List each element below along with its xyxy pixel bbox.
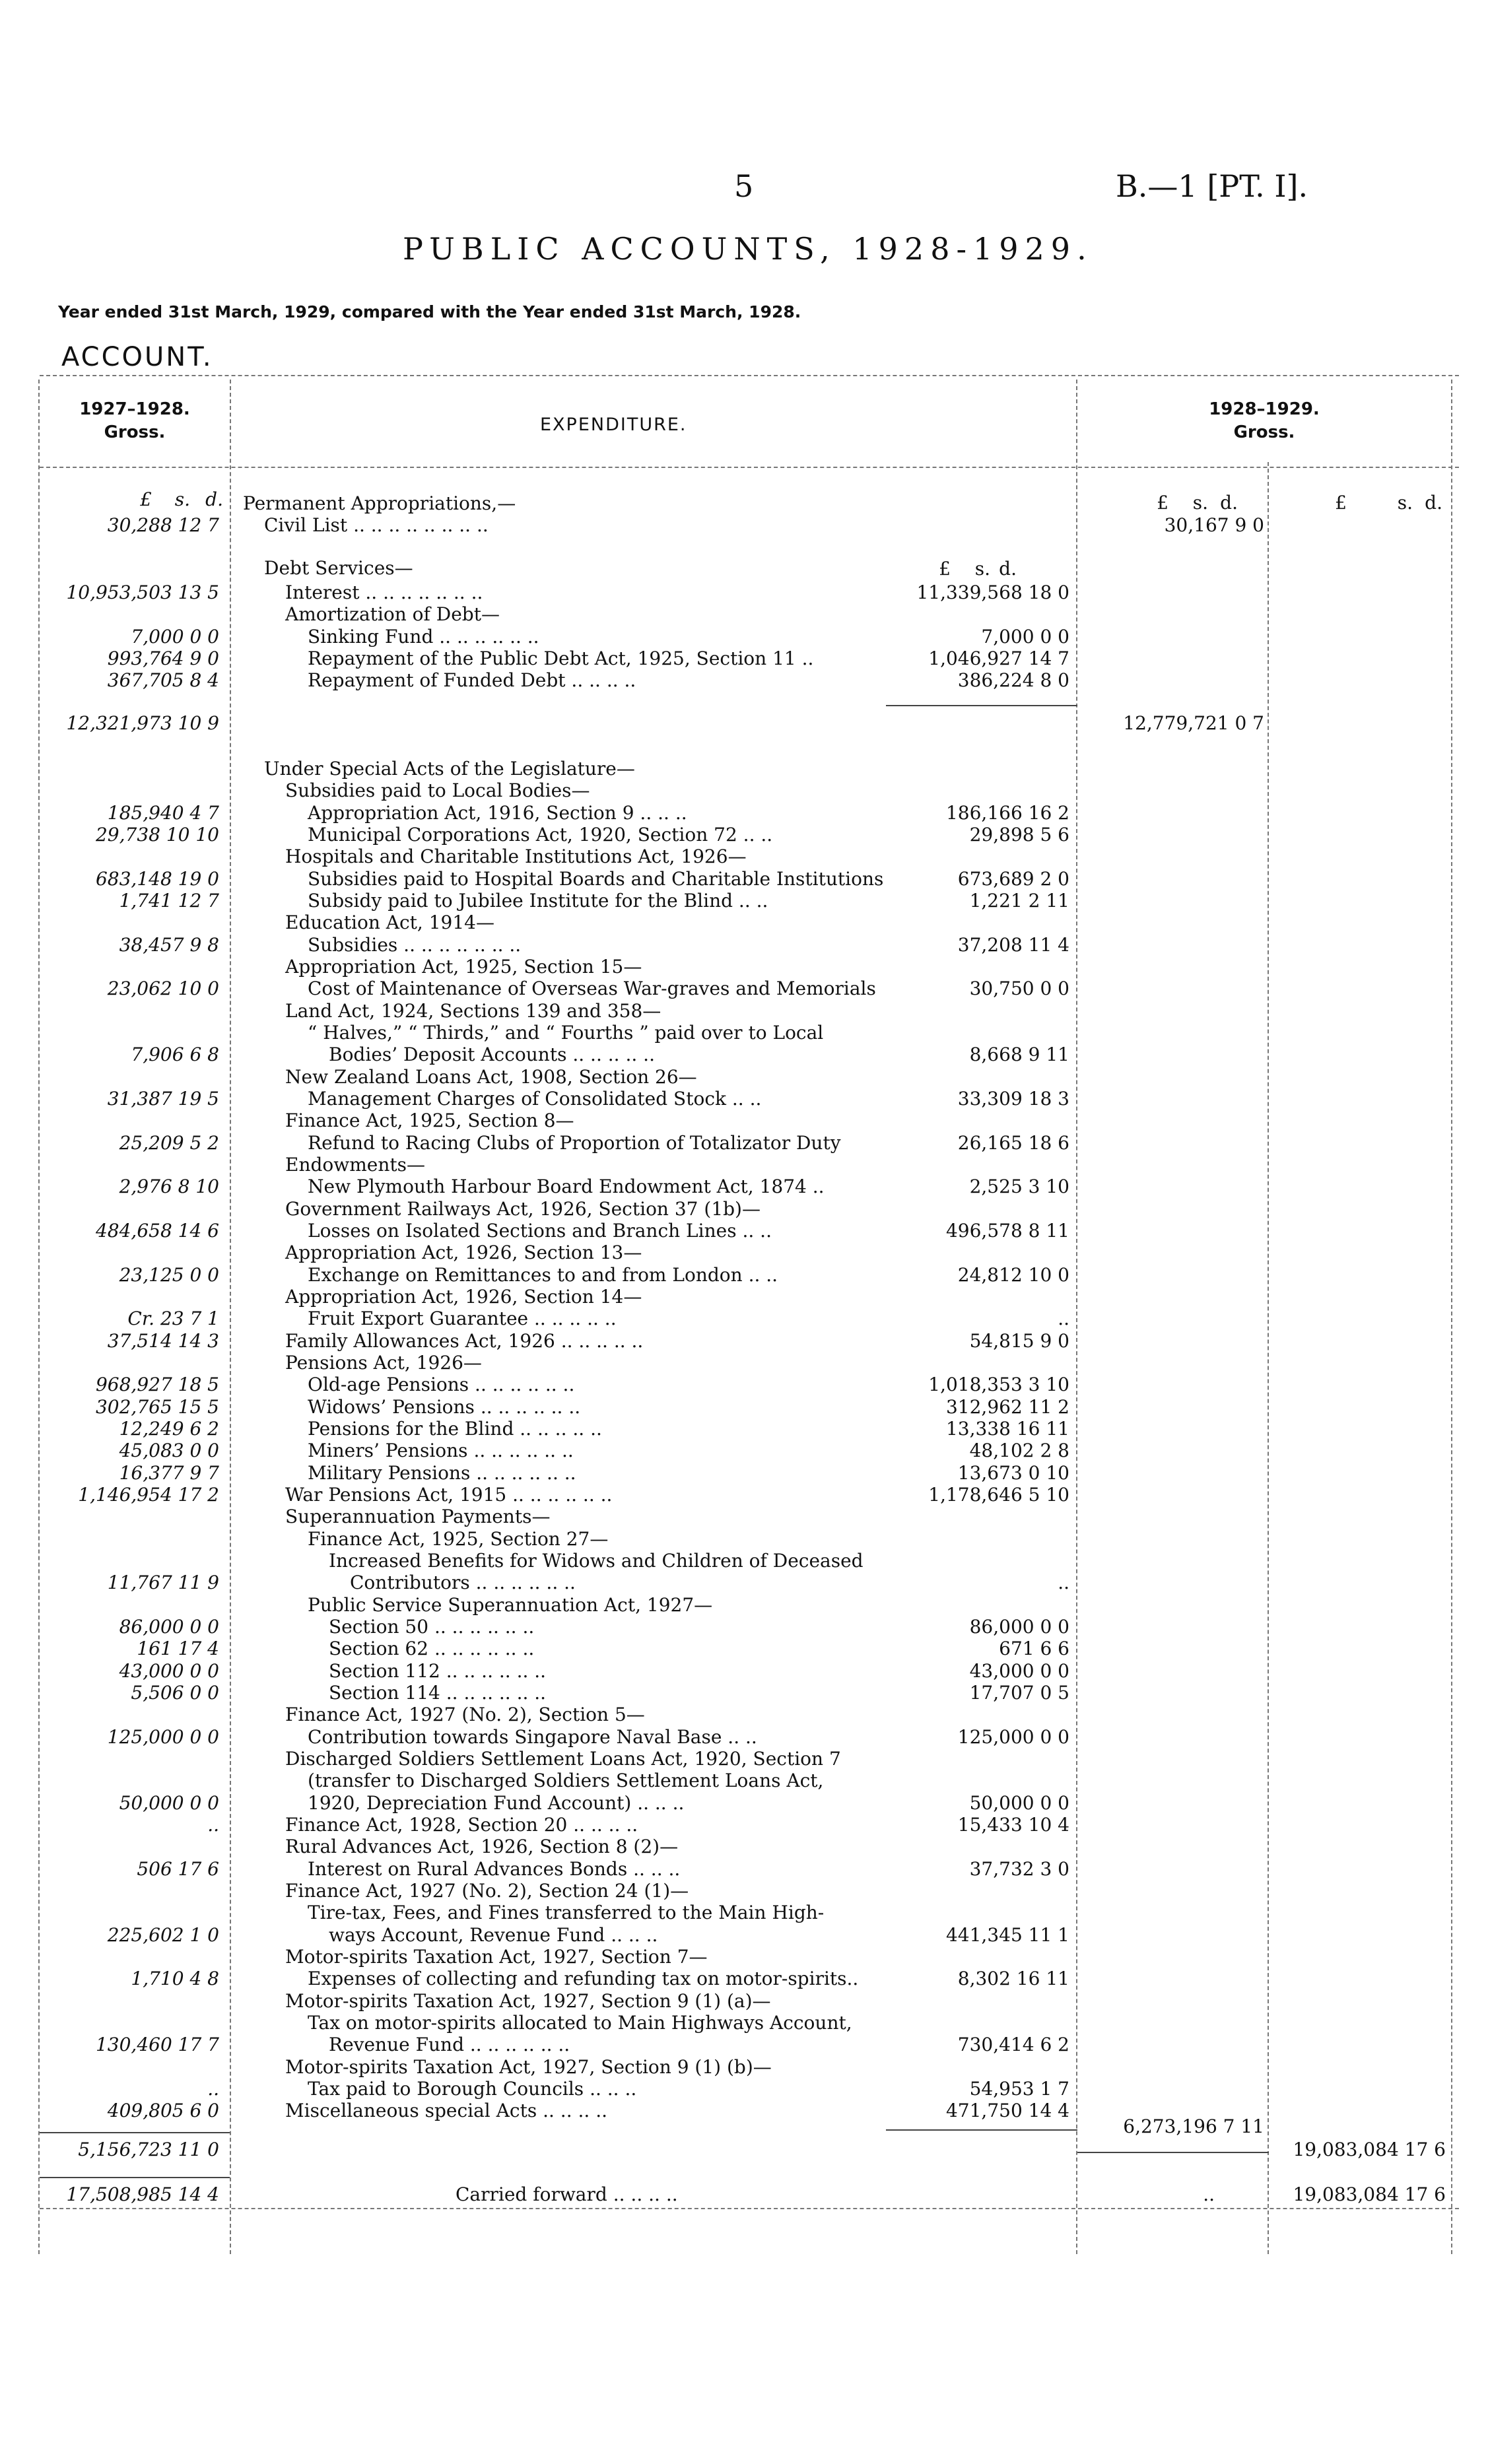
row-amount-1927: 185,940 4 7 [107, 802, 219, 824]
debt-services-rule [886, 705, 1077, 706]
row-amount-1929-item: 37,732 3 0 [969, 1858, 1069, 1880]
row-description: Rural Advances Act, 1926, Section 8 (2)— [285, 1836, 679, 1857]
row-description: “ Halves,” “ Thirds,” and “ Fourths ” paid over to Local [308, 1022, 824, 1044]
row-amount-1929-item: 1,018,353 3 10 [928, 1374, 1069, 1395]
left-carried-rule [40, 2177, 230, 2178]
row-amount-1927: 1,146,954 17 2 [78, 1484, 219, 1506]
row-description: Appropriation Act, 1925, Section 15— [285, 956, 642, 978]
row-amount-1929-item: 26,165 18 6 [957, 1132, 1069, 1154]
left-units [53, 488, 223, 510]
right-column-year: 1928–1929. [1209, 399, 1320, 419]
row-description: Appropriation Act, 1916, Section 9 .. .. .. [308, 802, 687, 824]
row-description: Appropriation Act, 1926, Section 14— [285, 1286, 642, 1308]
document-ref: B.—1 [PT. I]. [1116, 168, 1308, 204]
row-description: Motor-spirits Taxation Act, 1927, Section 9 (1) (b)— [285, 2056, 772, 2078]
row-amount-1927: 50,000 0 0 [119, 1792, 219, 1814]
page-subtitle: Year ended 31st March, 1929, compared with the Year ended 31st March, 1928. [58, 302, 801, 321]
row-description: Section 114 .. .. .. .. .. .. [329, 1682, 547, 1704]
row-amount-1927: Cr. 23 7 1 [127, 1308, 219, 1329]
row-amount-1929-item: 13,338 16 11 [945, 1418, 1069, 1440]
header-bottom-border [40, 467, 1459, 468]
col3-carried-total: 19,083,084 17 6 [1293, 2183, 1446, 2205]
row-amount-1929-item: 8,668 9 11 [969, 1044, 1069, 1065]
row-amount-1927: 38,457 9 8 [119, 934, 219, 956]
row-description: Increased Benefits for Widows and Children of Deceased [329, 1550, 864, 1572]
row-amount-1927: 161 17 4 [137, 1638, 219, 1659]
row-amount-1927: 43,000 0 0 [119, 1660, 219, 1682]
row-description: Subsidies paid to Local Bodies— [285, 780, 590, 801]
row-description: Section 112 .. .. .. .. .. .. [329, 1660, 547, 1682]
row-description: Hospitals and Charitable Institutions Act, 1926— [285, 846, 747, 867]
row-description: Appropriation Act, 1926, Section 13— [285, 1242, 642, 1263]
row-description: Pensions for the Blind .. .. .. .. .. [308, 1418, 602, 1440]
left-column-gross: Gross. [104, 422, 166, 442]
row-description: Endowments— [285, 1154, 425, 1176]
row-description: New Zealand Loans Act, 1908, Section 26— [285, 1066, 697, 1088]
row-description: Miners’ Pensions .. .. .. .. .. .. [308, 1440, 574, 1461]
unit-pound: £ [1157, 492, 1168, 514]
row-amount-1927: 1,741 12 7 [119, 890, 219, 912]
row-description: Under Special Acts of the Legislature— [264, 758, 635, 780]
row-amount-1929-item: .. [1058, 1572, 1069, 1593]
row-amount-1927: 5,506 0 0 [131, 1682, 219, 1704]
row-description: Section 62 .. .. .. .. .. .. [329, 1638, 535, 1659]
row-description: Military Pensions .. .. .. .. .. .. [308, 1462, 576, 1484]
row-amount-1927: 7,906 6 8 [131, 1044, 219, 1065]
row-amount-1927: 12,321,973 10 9 [66, 712, 219, 734]
row-description: Municipal Corporations Act, 1920, Section 72 .. .. [308, 824, 773, 846]
page-title: PUBLIC ACCOUNTS, 1928-1929. [403, 231, 1093, 267]
row-amount-1929-item: 496,578 8 11 [945, 1220, 1069, 1242]
row-description: Finance Act, 1925, Section 27— [308, 1528, 609, 1550]
row-description: Losses on Isolated Sections and Branch Lines .. .. [308, 1220, 772, 1242]
row-amount-1927: 10,953,503 13 5 [66, 582, 219, 603]
col2-carried-total: .. [1203, 2183, 1215, 2205]
row-amount-1927: .. [207, 1814, 219, 1836]
unit-pence: d. [205, 488, 223, 510]
row-description: Fruit Export Guarantee .. .. .. .. .. [308, 1308, 617, 1329]
account-heading: ACCOUNT. [61, 342, 213, 372]
row-amount-1927: 409,805 6 0 [107, 2100, 219, 2121]
row-amount-1929-item: 1,046,927 14 7 [928, 648, 1069, 669]
row-description: Widows’ Pensions .. .. .. .. .. .. [308, 1396, 581, 1418]
row-amount-1927: 225,602 1 0 [107, 1924, 219, 1946]
row-amount-1929-item: 312,962 11 2 [945, 1396, 1069, 1418]
row-description: Finance Act, 1925, Section 8— [285, 1110, 574, 1131]
row-description: Cost of Maintenance of Overseas War-graves and Memorials [308, 978, 876, 999]
unit-pound: £ [140, 488, 152, 510]
col3-grand-total: 19,083,084 17 6 [1293, 2139, 1446, 2160]
expenditure-heading: EXPENDITURE. [540, 415, 687, 435]
table-left-border [38, 380, 40, 2254]
left-special-total: 5,156,723 11 0 [78, 2139, 219, 2160]
row-amount-1927: 37,514 14 3 [107, 1330, 219, 1352]
row-amount-1927: 302,765 15 5 [95, 1396, 219, 1418]
row-description: Tax paid to Borough Councils .. .. .. [308, 2078, 637, 2100]
row-description: New Plymouth Harbour Board Endowment Act, 1874 .. [308, 1176, 825, 1197]
row-amount-1927: 29,738 10 10 [95, 824, 219, 846]
row-amount-1929-item: 37,208 11 4 [957, 934, 1069, 956]
table-bottom-border [40, 2208, 1459, 2209]
row-amount-1929-item: 13,673 0 10 [957, 1462, 1069, 1484]
unit-pound: £ [939, 558, 951, 580]
row-description: Finance Act, 1927 (No. 2), Section 24 (1)— [285, 1880, 689, 1902]
col-divider-1 [230, 380, 231, 2254]
row-amount-1929-item: 54,953 1 7 [969, 2078, 1069, 2100]
row-amount-1927: 23,125 0 0 [119, 1264, 219, 1286]
row-amount-1927: 45,083 0 0 [119, 1440, 219, 1461]
row-description: Government Railways Act, 1926, Section 37 (1b)— [285, 1198, 761, 1220]
row-description: Tire-tax, Fees, and Fines transferred to the Main High- [308, 1902, 825, 1923]
row-description: Repayment of Funded Debt .. .. .. .. [308, 669, 636, 691]
row-amount-1929-item: 30,750 0 0 [969, 978, 1069, 999]
row-amount-1927: 484,658 14 6 [95, 1220, 219, 1242]
row-description: Civil List .. .. .. .. .. .. .. .. [264, 514, 489, 536]
row-amount-1929-item: 17,707 0 5 [969, 1682, 1069, 1704]
row-amount-1929-item: 2,525 3 10 [969, 1176, 1069, 1197]
row-description: Exchange on Remittances to and from London .. .. [308, 1264, 778, 1286]
row-description: Finance Act, 1927 (No. 2), Section 5— [285, 1704, 645, 1725]
row-description: Management Charges of Consolidated Stock .. .. [308, 1088, 762, 1110]
row-description: 1920, Depreciation Fund Account) .. .. .. [308, 1792, 685, 1814]
row-amount-1927: 1,710 4 8 [131, 1968, 219, 1989]
row-amount-1929-item: 86,000 0 0 [969, 1616, 1069, 1638]
row-description: Amortization of Debt— [285, 603, 500, 625]
row-amount-1929-item: 1,221 2 11 [969, 890, 1069, 912]
unit-shilling: s. [974, 558, 990, 580]
left-carried-total: 17,508,985 14 4 [66, 2183, 219, 2205]
row-amount-1927: .. [207, 2078, 219, 2100]
col2-special-total: 6,273,196 7 11 [1123, 2115, 1264, 2137]
row-description: Contribution towards Singapore Naval Base .. .. [308, 1726, 757, 1748]
row-description: Motor-spirits Taxation Act, 1927, Section 9 (1) (a)— [285, 1990, 771, 2012]
row-amount-1929-item: 43,000 0 0 [969, 1660, 1069, 1682]
row-description: Old-age Pensions .. .. .. .. .. .. [308, 1374, 575, 1395]
unit-pound: £ [1335, 492, 1347, 514]
row-amount-1927: 506 17 6 [137, 1858, 219, 1880]
row-amount-1927: 968,927 18 5 [95, 1374, 219, 1395]
row-description: Subsidies paid to Hospital Boards and Charitable Institutions [308, 868, 884, 890]
left-column-year: 1927–1928. [79, 399, 190, 419]
row-description: (transfer to Discharged Soldiers Settlement Loans Act, [308, 1770, 824, 1791]
row-description: Motor-spirits Taxation Act, 1927, Section 7— [285, 1946, 708, 1968]
row-amount-1927: 12,249 6 2 [119, 1418, 219, 1440]
row-description: Public Service Superannuation Act, 1927— [308, 1594, 713, 1616]
row-amount-1929-item: .. [1058, 1308, 1069, 1329]
row-amount-1927: 11,767 11 9 [107, 1572, 219, 1593]
row-amount-1929-item: 671 6 6 [999, 1638, 1069, 1659]
row-description: Interest on Rural Advances Bonds .. .. .. [308, 1858, 681, 1880]
col2-units [1096, 492, 1238, 514]
table-top-border [40, 375, 1459, 376]
row-amount-1927: 7,000 0 0 [131, 626, 219, 648]
row-amount-1929-item: 441,345 11 1 [945, 1924, 1069, 1946]
special-acts-rule [886, 2129, 1077, 2131]
row-amount-1929-item: 1,178,646 5 10 [928, 1484, 1069, 1506]
row-description: Sinking Fund .. .. .. .. .. .. [308, 626, 539, 648]
table-right-border [1451, 380, 1452, 2254]
right-column-gross: Gross. [1233, 422, 1295, 442]
row-amount-1929-item: 50,000 0 0 [969, 1792, 1069, 1814]
col-divider-2 [1076, 380, 1077, 2254]
row-description: Family Allowances Act, 1926 .. .. .. .. .. [285, 1330, 644, 1352]
unit-shilling: s. [1397, 492, 1413, 514]
row-description: Expenses of collecting and refunding tax on motor-spirits.. [308, 1968, 859, 1989]
row-amount-1929-item: 54,815 9 0 [969, 1330, 1069, 1352]
row-description: Education Act, 1914— [285, 912, 494, 933]
row-description: Pensions Act, 1926— [285, 1352, 482, 1374]
row-amount-1929-item: 15,433 10 4 [957, 1814, 1069, 1836]
row-amount-1929-item: 386,224 8 0 [957, 669, 1069, 691]
unit-pence: d. [1425, 492, 1442, 514]
row-description: Section 50 .. .. .. .. .. .. [329, 1616, 535, 1638]
row-amount-1927: 993,764 9 0 [107, 648, 219, 669]
row-description: Tax on motor-spirits allocated to Main Highways Account, [308, 2012, 852, 2034]
row-description: Bodies’ Deposit Accounts .. .. .. .. .. [329, 1044, 655, 1065]
row-amount-1927: 30,288 12 7 [107, 514, 219, 536]
row-amount-1929-item: 29,898 5 6 [969, 824, 1069, 846]
row-description: War Pensions Act, 1915 .. .. .. .. .. .. [285, 1484, 613, 1506]
row-amount-1929-item: 730,414 6 2 [957, 2034, 1069, 2055]
row-description: Finance Act, 1928, Section 20 .. .. .. .. [285, 1814, 638, 1836]
unit-pence: d. [999, 558, 1017, 580]
row-amount-1929-item: 48,102 2 8 [969, 1440, 1069, 1461]
row-description: Subsidies .. .. .. .. .. .. .. [308, 934, 522, 956]
carried-forward-label: Carried forward .. .. .. .. [456, 2183, 678, 2205]
unit-shilling: s. [1192, 492, 1208, 514]
row-amount-1929-item: 8,302 16 11 [957, 1968, 1069, 1989]
left-total-rule [40, 2132, 230, 2133]
row-description: Miscellaneous special Acts .. .. .. .. [285, 2100, 607, 2121]
mid-units [898, 558, 1017, 580]
row-description: Discharged Soldiers Settlement Loans Act, 1920, Section 7 [285, 1748, 841, 1770]
row-amount-1927: 130,460 17 7 [95, 2034, 219, 2055]
row-amount-1929-item: 125,000 0 0 [957, 1726, 1069, 1748]
row-description: Debt Services— [264, 557, 413, 579]
row-description: ways Account, Revenue Fund .. .. .. [329, 1924, 658, 1946]
unit-shilling: s. [174, 488, 190, 510]
row-description: Repayment of the Public Debt Act, 1925, Section 11 .. [308, 648, 814, 669]
row-amount-1927: 125,000 0 0 [107, 1726, 219, 1748]
row-description: Land Act, 1924, Sections 139 and 358— [285, 1000, 661, 1022]
row-amount-1929-item: 673,689 2 0 [957, 868, 1069, 890]
row-amount-1929-item: 186,166 16 2 [945, 802, 1069, 824]
row-amount-1929-item: 11,339,568 18 0 [916, 582, 1069, 603]
col2-total-rule [1077, 2152, 1269, 2153]
row-amount-1929-item: 33,309 18 3 [957, 1088, 1069, 1110]
row-amount-1927: 2,976 8 10 [119, 1176, 219, 1197]
row-amount-1929-subtotal: 12,779,721 0 7 [1123, 712, 1264, 734]
row-amount-1929-item: 24,812 10 0 [957, 1264, 1069, 1286]
row-description: Subsidy paid to Jubilee Institute for the Blind .. .. [308, 890, 768, 912]
row-amount-1929-item: 7,000 0 0 [981, 626, 1069, 648]
row-description: Interest .. .. .. .. .. .. .. [285, 582, 483, 603]
row-amount-1927: 367,705 8 4 [107, 669, 219, 691]
col-divider-3 [1268, 462, 1269, 2254]
row-amount-1929-item: 471,750 14 4 [945, 2100, 1069, 2121]
unit-pence: d. [1220, 492, 1238, 514]
row-description: Permanent Appropriations,— [243, 492, 516, 514]
row-description: Superannuation Payments— [285, 1506, 551, 1527]
row-amount-1927: 86,000 0 0 [119, 1616, 219, 1638]
row-description: Refund to Racing Clubs of Proportion of Totalizator Duty [308, 1132, 841, 1154]
row-amount-1929-subtotal: 30,167 9 0 [1164, 514, 1264, 536]
row-description: Contributors .. .. .. .. .. .. [350, 1572, 576, 1593]
row-amount-1927: 31,387 19 5 [107, 1088, 219, 1110]
row-amount-1927: 23,062 10 0 [107, 978, 219, 999]
row-amount-1927: 683,148 19 0 [95, 868, 219, 890]
row-amount-1927: 16,377 9 7 [119, 1462, 219, 1484]
col3-units [1294, 492, 1442, 514]
row-description: Revenue Fund .. .. .. .. .. .. [329, 2034, 570, 2055]
page-number: 5 [734, 168, 754, 204]
row-amount-1927: 25,209 5 2 [119, 1132, 219, 1154]
